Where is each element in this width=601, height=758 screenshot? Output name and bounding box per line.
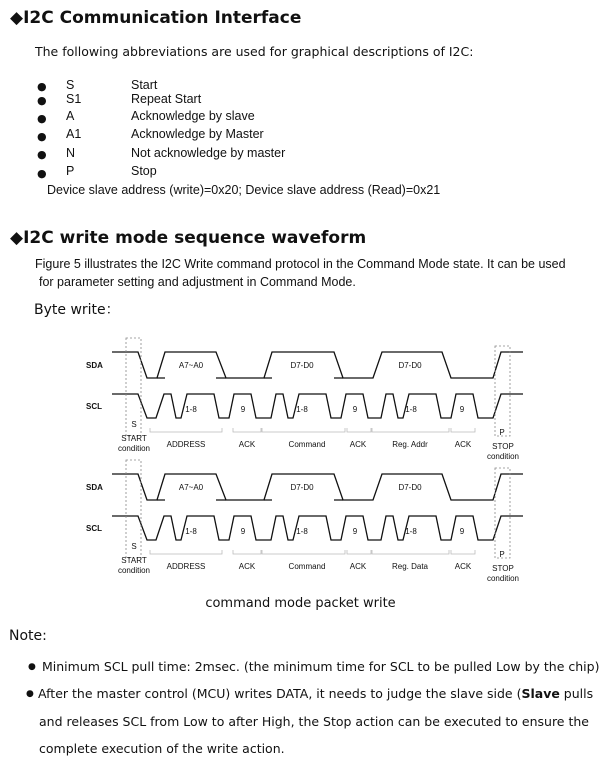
clock-label: 9 <box>459 405 465 414</box>
start-symbol: S <box>131 542 137 551</box>
scl-label: SCL <box>86 524 102 533</box>
field-bracket <box>233 550 261 554</box>
abbr-meaning: Not acknowledge by master <box>131 146 286 160</box>
bullet-icon: ● <box>26 689 34 699</box>
note-text: and releases SCL from Low to after High, the Stop action can be executed to ensure the <box>39 714 589 729</box>
field-bracket <box>451 428 475 432</box>
waveform-diagram <box>0 330 601 592</box>
bullet-icon: ● <box>37 167 47 180</box>
clock-label: 1-8 <box>296 527 308 536</box>
data-label-register: D7-D0 <box>398 361 422 370</box>
abbr-meaning: Start <box>131 78 158 92</box>
field-label: ACK <box>454 562 472 571</box>
abbr-code: A <box>66 109 75 123</box>
field-bracket <box>372 428 449 432</box>
bullet-icon: ● <box>28 662 36 672</box>
start-caption: START <box>121 556 147 565</box>
abbr-code: S1 <box>66 92 82 106</box>
start-caption: START <box>121 434 147 443</box>
note-text-part: pulls <box>559 686 594 701</box>
clock-label: 1-8 <box>405 405 417 414</box>
stop-symbol: P <box>499 428 505 437</box>
clock-label: 1-8 <box>296 405 308 414</box>
sda-signal-line <box>112 474 523 500</box>
clock-label: 1-8 <box>185 405 197 414</box>
byte-write-label: Byte write： <box>34 302 120 318</box>
field-bracket <box>347 550 371 554</box>
data-label-address: A7~A0 <box>178 483 204 492</box>
field-bracket <box>262 428 345 432</box>
field-label: ACK <box>238 562 256 571</box>
intro-text: The following abbreviations are used for graphical descriptions of I2C: <box>35 44 474 59</box>
sda-signal-line <box>112 352 523 378</box>
abbr-meaning: Stop <box>131 164 157 178</box>
field-bracket <box>233 428 261 432</box>
note-text <box>38 686 593 701</box>
note-text: complete execution of the write action. <box>39 741 285 756</box>
note-text: Minimum SCL pull time: 2msec. (the minimum time for SCL to be pulled Low by the chip) <box>42 659 600 674</box>
clock-label: 9 <box>240 405 246 414</box>
field-label: Command <box>288 562 326 571</box>
stop-caption: condition <box>486 452 520 461</box>
bullet-icon: ● <box>37 130 47 143</box>
field-bracket <box>347 428 371 432</box>
abbr-meaning: Repeat Start <box>131 92 202 106</box>
clock-label: 9 <box>352 527 358 536</box>
bullet-icon: ● <box>37 94 47 107</box>
data-label-address: A7~A0 <box>178 361 204 370</box>
field-label: ACK <box>454 440 472 449</box>
abbr-code: A1 <box>66 127 82 141</box>
stop-caption: STOP <box>492 564 514 573</box>
field-bracket <box>451 550 475 554</box>
field-bracket <box>150 550 222 554</box>
abbr-meaning: Acknowledge by Master <box>131 127 264 141</box>
address-note: Device slave address (write)=0x20; Device slave address (Read)=0x21 <box>47 183 441 197</box>
field-label: Command <box>288 440 326 449</box>
field-label: ACK <box>349 562 367 571</box>
waveform-bottom <box>86 460 523 583</box>
section-title-i2c-interface: ◆I2C Communication Interface <box>10 8 302 28</box>
abbr-meaning: Acknowledge by slave <box>131 109 255 123</box>
field-label: ADDRESS <box>166 440 206 449</box>
field-label: ACK <box>349 440 367 449</box>
stop-caption: STOP <box>492 442 514 451</box>
field-label: ACK <box>238 440 256 449</box>
slave-emphasis: Slave <box>521 686 560 701</box>
diagram-caption: command mode packet write <box>205 596 396 611</box>
clock-label: 9 <box>240 527 246 536</box>
field-bracket <box>372 550 449 554</box>
field-label: ADDRESS <box>166 562 206 571</box>
data-label-command: D7-D0 <box>290 361 314 370</box>
abbr-code: P <box>66 164 75 178</box>
scl-label: SCL <box>86 402 102 411</box>
start-caption: condition <box>117 566 151 575</box>
note-text-part: After the master control (MCU) writes DATA, it needs to judge the slave side ( <box>38 686 522 701</box>
clock-label: 9 <box>459 527 465 536</box>
stop-caption: condition <box>486 574 520 583</box>
data-label-command: D7-D0 <box>290 483 314 492</box>
section-title-write-sequence: ◆I2C write mode sequence waveform <box>10 228 367 248</box>
sda-label: SDA <box>86 483 103 492</box>
stop-guide-box <box>495 468 510 558</box>
field-bracket <box>262 550 345 554</box>
waveform-top <box>86 338 523 461</box>
clock-label: 1-8 <box>405 527 417 536</box>
sda-label: SDA <box>86 361 103 370</box>
start-caption: condition <box>117 444 151 453</box>
notes-heading: Note: <box>9 628 47 644</box>
clock-label: 1-8 <box>185 527 197 536</box>
start-symbol: S <box>131 420 137 429</box>
abbr-code: S <box>66 78 75 92</box>
bullet-icon: ● <box>37 112 47 125</box>
clock-label: 9 <box>352 405 358 414</box>
stop-guide-box <box>495 346 510 436</box>
data-label-register: D7-D0 <box>398 483 422 492</box>
description-line-2: for parameter setting and adjustment in Command Mode. <box>39 275 356 289</box>
field-bracket <box>150 428 222 432</box>
bullet-icon: ● <box>37 80 47 93</box>
bullet-icon: ● <box>37 148 47 161</box>
stop-symbol: P <box>499 550 505 559</box>
abbr-code: N <box>66 146 76 160</box>
field-label: Reg. Data <box>391 562 429 571</box>
field-label: Reg. Addr <box>392 440 428 449</box>
description-line-1: Figure 5 illustrates the I2C Write command protocol in the Command Mode state. It can be used <box>35 257 566 271</box>
